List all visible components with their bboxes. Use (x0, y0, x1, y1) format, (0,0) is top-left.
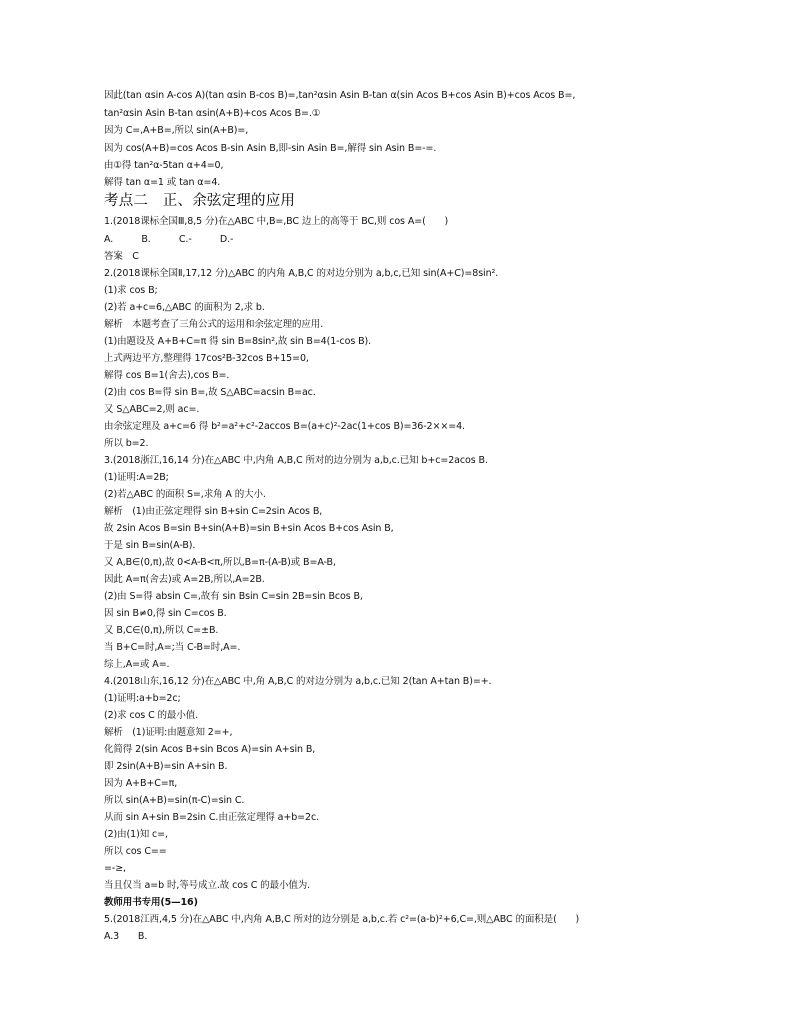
text-line: (2)求 cos C 的最小值. (104, 710, 199, 721)
question-line: 2.(2018课标全国Ⅱ,17,12 分)△ABC 的内角 A,B,C 的对边分别为 a,b,c,已知 sin(A+C)=8sin². (104, 268, 499, 279)
text-line: 所以 sin(A+B)=sin(π-C)=sin C. (104, 795, 245, 806)
text-line: (2)若 a+c=6,△ABC 的面积为 2,求 b. (104, 302, 265, 313)
text-line: (1)求 cos B; (104, 285, 158, 296)
text-line: 解得 cos B=1(舍去),cos B=. (104, 370, 230, 381)
text-line: 故 2sin Acos B=sin B+sin(A+B)=sin B+sin Acos B+cos Asin B, (104, 523, 394, 534)
text-line: 于是 sin B=sin(A-B). (104, 540, 196, 551)
analysis-line: 解析 (1)由正弦定理得 sin B+sin C=2sin Acos B, (104, 506, 323, 517)
section-heading: 考点二 正、余弦定理的应用 (104, 193, 296, 209)
text-line: 所以 b=2. (104, 438, 149, 449)
text-line: 解得 tan α=1 或 tan α=4. (104, 177, 221, 188)
text-line: (2)由 S=得 absin C=,故有 sin Bsin C=sin 2B=sin Bcos B, (104, 591, 363, 602)
text-line: tan²αsin Asin B-tan αsin(A+B)+cos Acos B=.① (104, 108, 321, 119)
text-line: 由余弦定理及 a+c=6 得 b²=a²+c²-2accos B=(a+c)²-2ac(1+cos B)=36-2××=4. (104, 421, 465, 432)
text-line: 又 A,B∈(0,π),故 0<A-B<π,所以,B=π-(A-B)或 B=A-B, (104, 557, 336, 568)
text-line: 即 2sin(A+B)=sin A+sin B. (104, 761, 228, 772)
question-line: 4.(2018山东,16,12 分)在△ABC 中,角 A,B,C 的对边分别为 a,b,c.已知 2(tan A+tan B)=+. (104, 676, 492, 687)
analysis-line: 解析 本题考查了三角公式的运用和余弦定理的应用. (104, 319, 324, 330)
text-line: 上式两边平方,整理得 17cos²B-32cos B+15=0, (104, 353, 309, 364)
text-line: 当 B+C=时,A=;当 C-B=时,A=. (104, 642, 241, 653)
text-line: 由①得 tan²α-5tan α+4=0, (104, 160, 224, 171)
text-line: (2)若△ABC 的面积 S=,求角 A 的大小. (104, 489, 266, 500)
text-line: (1)由题设及 A+B+C=π 得 sin B=8sin²,故 sin B=4(1-cos B). (104, 336, 372, 347)
options-line: A. B. C.- D.- (104, 234, 234, 245)
question-line: 1.(2018课标全国Ⅲ,8,5 分)在△ABC 中,B=,BC 边上的高等于 BC,则 cos A=( ) (104, 216, 449, 227)
text-line: 因为 A+B+C=π, (104, 778, 178, 789)
answer-line: 答案 C (104, 251, 139, 262)
teacher-book-label: 教师用书专用(5—16) (104, 897, 198, 908)
question-line: 3.(2018浙江,16,14 分)在△ABC 中,内角 A,B,C 所对的边分别为 a,b,c.已知 b+c=2acos B. (104, 455, 488, 466)
text-line: (2)由(1)知 c=, (104, 829, 168, 840)
text-line: (1)证明:A=2B; (104, 472, 169, 483)
text-line: 因此 A=π(舍去)或 A=2B,所以,A=2B. (104, 574, 265, 585)
options-line: A.3 B. (104, 931, 148, 942)
text-line: 因为 C=,A+B=,所以 sin(A+B)=, (104, 125, 249, 136)
analysis-line: 解析 (1)证明:由题意知 2=+, (104, 727, 233, 738)
text-line: 因为 cos(A+B)=cos Acos B-sin Asin B,即-sin Asin B=,解得 sin Asin B=-=. (104, 143, 437, 154)
text-line: 因此(tan αsin A-cos A)(tan αsin B-cos B)=,tan²αsin Asin B-tan α(sin Acos B+cos Asin B)+cos Acos B=, (104, 90, 576, 101)
text-line: 所以 cos C== (104, 846, 167, 857)
text-line: 从而 sin A+sin B=2sin C.由正弦定理得 a+b=2c. (104, 812, 320, 823)
text-line: 又 S△ABC=2,则 ac=. (104, 404, 200, 415)
text-line: 化简得 2(sin Acos B+sin Bcos A)=sin A+sin B, (104, 744, 316, 755)
text-line: =-≥, (104, 863, 126, 874)
question-line: 5.(2018江西,4,5 分)在△ABC 中,内角 A,B,C 所对的边分别是 a,b,c.若 c²=(a-b)²+6,C=,则△ABC 的面积是( ) (104, 914, 580, 925)
text-line: 当且仅当 a=b 时,等号成立.故 cos C 的最小值为. (104, 880, 311, 891)
text-line: (1)证明:a+b=2c; (104, 693, 181, 704)
text-line: 又 B,C∈(0,π),所以 C=±B. (104, 625, 219, 636)
text-line: 因 sin B≠0,得 sin C=cos B. (104, 608, 227, 619)
text-line: (2)由 cos B=得 sin B=,故 S△ABC=acsin B=ac. (104, 387, 316, 398)
text-line: 综上,A=或 A=. (104, 659, 170, 670)
